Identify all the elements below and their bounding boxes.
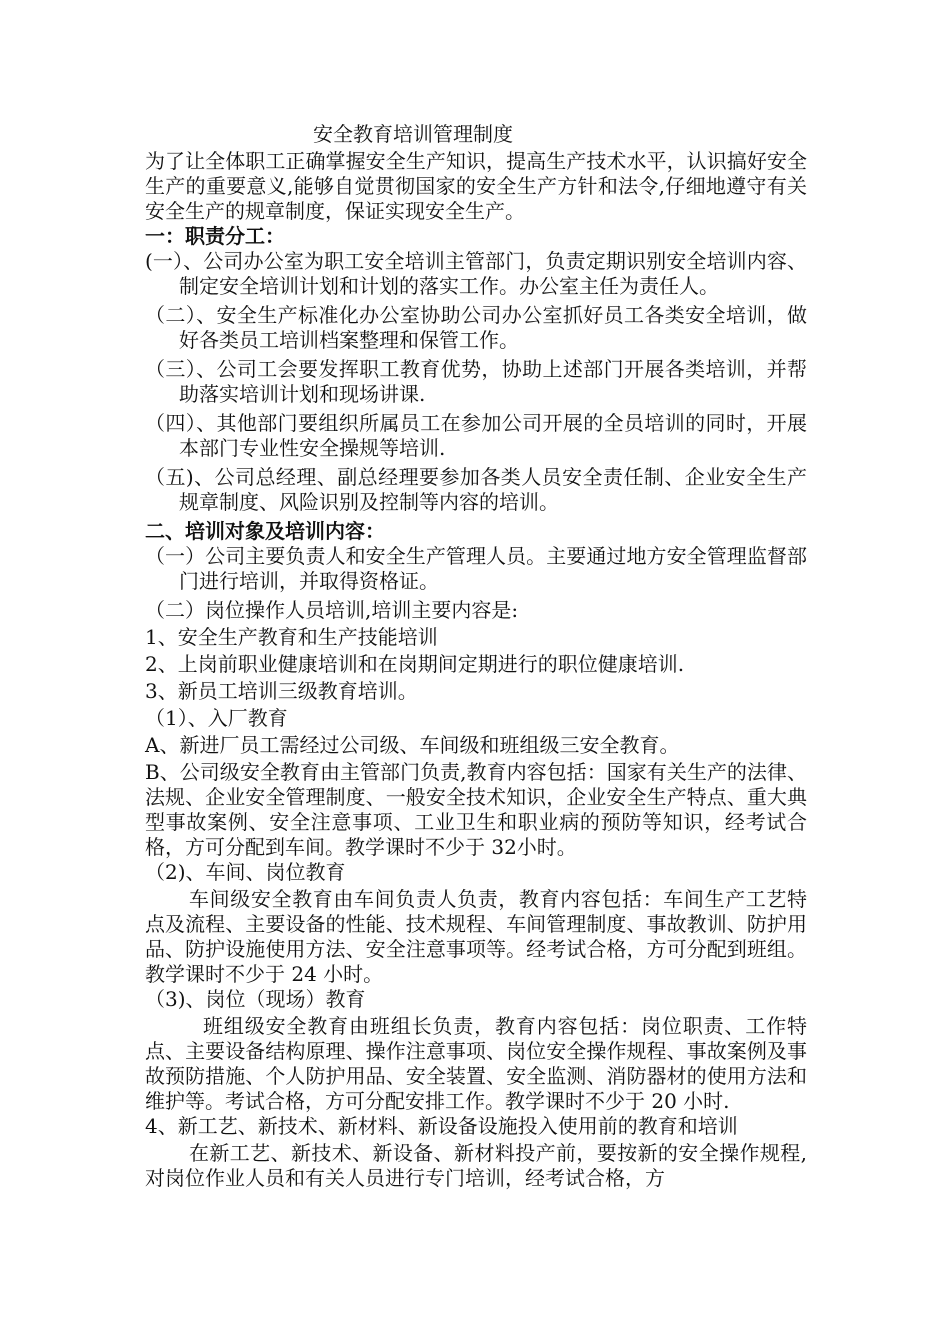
- list-item-4-body: 在新工艺、新技术、新设备、新材料投产前，要按新的安全操作规程,对岗位作业人员和有关人员进行专门培训，经考试合格，方: [145, 1141, 807, 1190]
- list-item-4: 4、新工艺、新技术、新材料、新设备设施投入使用前的教育和培训: [145, 1114, 738, 1138]
- document-title: 安全教育培训管理制度: [313, 122, 513, 146]
- list-item-1: 1、安全生产教育和生产技能培训: [145, 625, 438, 649]
- sub2-body: 车间级安全教育由车间负责人负责，教育内容包括：车间生产工艺特点及流程、主要设备的性能、技术规程、车间管理制度、事故教训、防护用品、防护设施使用方法、安全注意事项等。经考试合格，方可分配到班组。教学课时不少于 24 小时。: [145, 887, 807, 986]
- sub1-b: B、公司级安全教育由主管部门负责,教育内容包括：国家有关生产的法律、法规、企业安全管理制度、一般安全技术知识，企业安全生产特点、重大典型事故案例、安全注意事项、工业卫生和职业病的预防等知识，经考试合格，方可分配到车间。教学课时不少于 32小时。: [145, 760, 807, 859]
- intro-paragraph: 为了让全体职工正确掌握安全生产知识，提高生产技术水平，认识搞好安全生产的重要意义,能够自觉贯彻国家的安全生产方针和法令,仔细地遵守有关安全生产的规章制度，保证实现安全生产。: [145, 149, 807, 223]
- section1-item-4: （四）、其他部门要组织所属员工在参加公司开展的全员培训的同时，开展本部门专业性安全操规等培训.: [145, 411, 807, 460]
- sub3-heading: （3)、岗位（现场）教育: [145, 987, 366, 1011]
- section1-item-3: （三）、公司工会要发挥职工教育优势，协助上述部门开展各类培训，并帮助落实培训计划和现场讲课.: [145, 357, 807, 406]
- sub2-heading: （2)、车间、岗位教育: [145, 860, 346, 884]
- section1-item-5: （五)、公司总经理、副总经理要参加各类人员安全责任制、企业安全生产规章制度、风险识别及控制等内容的培训。: [145, 465, 807, 514]
- list-item-2: 2、上岗前职业健康培训和在岗期间定期进行的职位健康培训.: [145, 652, 685, 676]
- section2-item-1: （一）公司主要负责人和安全生产管理人员。主要通过地方安全管理监督部门进行培训，并取得资格证。: [145, 544, 807, 593]
- section1-item-2: （二）、安全生产标准化办公室协助公司办公室抓好员工各类安全培训，做好各类员工培训档案整理和保管工作。: [145, 303, 807, 352]
- list-item-3: 3、新员工培训三级教育培训。: [145, 679, 418, 703]
- sub3-body: 班组级安全教育由班组长负责，教育内容包括：岗位职责、工作特点、主要设备结构原理、操作注意事项、岗位安全操作规程、事故案例及事故预防措施、个人防护用品、安全装置、安全监测、消防器材的使用方法和维护等。考试合格，方可分配安排工作。教学课时不少于 20 小时.: [145, 1014, 807, 1113]
- section2-heading: 二、培训对象及培训内容：: [145, 519, 385, 543]
- section2-item-2: （二）岗位操作人员培训,培训主要内容是:: [145, 598, 519, 622]
- document-page: [145, 122, 807, 1191]
- section1-heading: 一：职责分工：: [145, 224, 285, 248]
- sub1-a: A、新进厂员工需经过公司级、车间级和班组级三安全教育。: [145, 733, 680, 757]
- section1-item-1: (一）、公司办公室为职工安全培训主管部门，负责定期识别安全培训内容、制定安全培训计划和计划的落实工作。办公室主任为责任人。: [145, 249, 807, 298]
- sub1-heading: （1）、入厂教育: [145, 706, 288, 730]
